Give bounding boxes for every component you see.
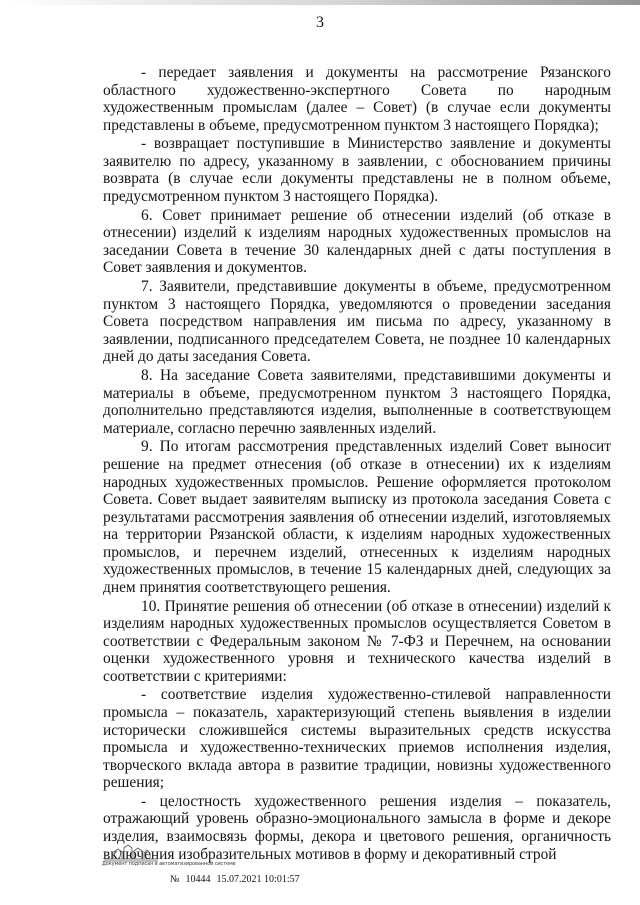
doc-number-mark: № xyxy=(170,874,180,885)
doc-timestamp: 15.07.2021 10:01:57 xyxy=(216,874,300,885)
scan-edge xyxy=(0,0,640,5)
stamp-caption: Документ подписан в автоматизированной системе xyxy=(102,861,236,867)
paragraph-criterion-style: - соответствие изделия художественно-стилевой направленности промысла – показатель, характеризующий степень выявления в изделии исторически сложившейся системы выразительных средств искусства промысла и художественно-технических приемов исполнения изделия, творческого вклада автора в развитие традиции, новизны художественного решения; xyxy=(103,686,611,792)
doc-number: 10444 xyxy=(185,874,211,885)
paragraph-pass-to-council: - передает заявления и документы на рассмотрение Рязанского областного художественно-экспертного Совета по народным художественным промыслам (далее – Совет) (в случае если документы представлены в объеме, предусмотренном пунктом 3 настоящего Порядка); xyxy=(103,64,611,134)
paragraph-return-documents: - возвращает поступившие в Министерство заявление и документы заявителю по адресу, указанному в заявлении, с обоснованием причины возврата (в случае если документы представлены не в полном объеме, предусмотренном пунктом 3 настоящего Порядка). xyxy=(103,135,611,206)
document-registration-stamp xyxy=(170,874,306,886)
paragraph-item-6: 6. Совет принимает решение об отнесении изделий (об отказе в отнесении) изделий к изделиям народных художественных промыслов на заседании Совета в течение 30 календарных дней с даты поступления в Совет заявления и документов. xyxy=(103,206,611,277)
document-body xyxy=(103,64,611,864)
paragraph-item-7: 7. Заявители, представившие документы в объеме, предусмотренном пунктом 3 настоящего Порядка, уведомляются о проведении заседания Совета посредством направления им письма по адресу, указанному в заявлении, подписанного председателем Совета, не позднее 10 календарных дней до даты заседания Совета. xyxy=(103,278,611,366)
paragraph-criterion-integrity: - целостность художественного решения изделия – показатель, отражающий уровень образно-эмоционального замысла в форме и декоре изделия, взаимосвязь формы, декора и цветового решения, органичность включения изобразительных мотивов в форму и декоративный строй xyxy=(103,792,611,863)
paragraph-item-8: 8. На заседание Совета заявителями, представившими документы и материалы в объеме, предусмотренном пунктом 3 настоящего Порядка, дополнительно представляются изделия, выполненные в соответствующем материале, согласно перечню заявленных изделий. xyxy=(103,367,611,437)
page-number: 3 xyxy=(316,14,324,31)
paragraph-item-9: 9. По итогам рассмотрения представленных изделий Совет выносит решение на предмет отнесения (об отказе в отнесении) их к изделиям народных художественных промыслов. Решение оформляется протоколом Совета. Совет выдает заявителям выписку из протокола заседания Совета с результатами рассмотрения заявления об отнесении изделий, изготовляемых на территории Рязанской области, к изделиям народных художественных промыслов, и перечнем изделий, отнесенных к изделиям народных художественных промыслов, в течение 15 календарных дней, следующих за днем принятия соответствующего решения. xyxy=(103,438,611,596)
page-footer xyxy=(100,842,400,885)
paragraph-item-10: 10. Принятие решения об отнесении (об отказе в отнесении) изделий к изделиям народных художественных промыслов осуществляется Советом в соответствии с Федеральным законом № 7-ФЗ и Перечнем, на основании оценки художественного уровня и технического качества изделий в соответствии с критериями: xyxy=(103,597,611,685)
